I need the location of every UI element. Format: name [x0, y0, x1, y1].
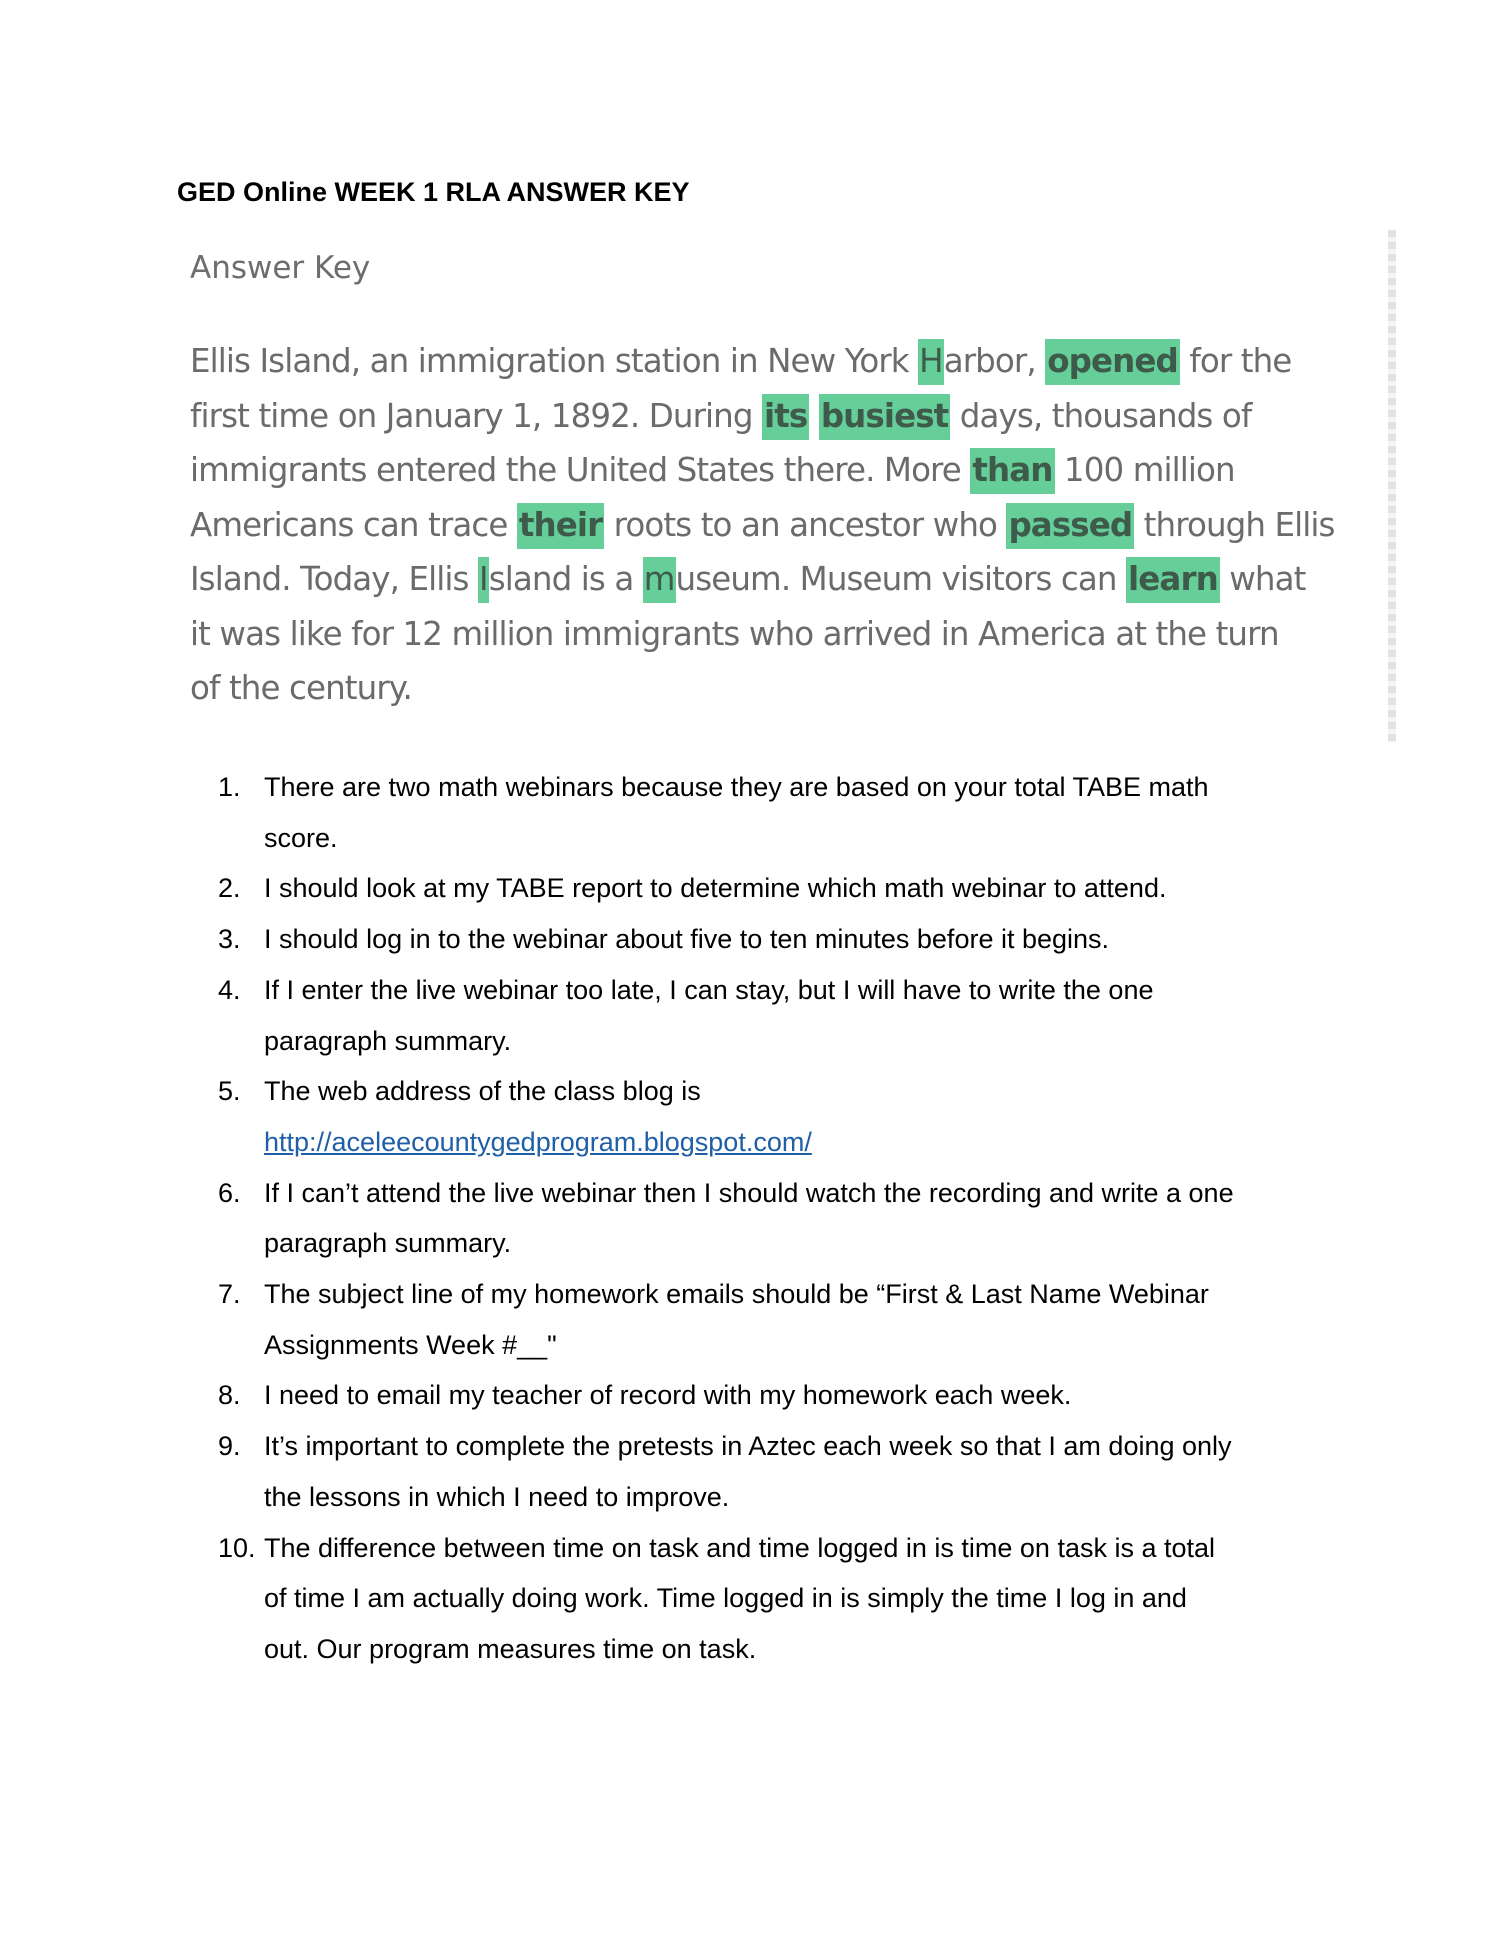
highlighted-answer-letter: I — [478, 557, 489, 603]
answer-number: 9. — [218, 1431, 241, 1462]
highlighted-answer-word: busiest — [819, 394, 951, 440]
passage-text: it was like for 12 million immigrants who arrived in America at the turn — [190, 614, 1279, 653]
passage-text: Island. Today, Ellis — [190, 560, 478, 598]
answer-text: of time I am actually doing work. Time logged in is simply the time I log in and — [264, 1583, 1187, 1614]
passage-text: for the — [1179, 342, 1292, 380]
answer-number: 10. — [218, 1532, 256, 1563]
answer-key-heading: Answer Key — [190, 250, 371, 286]
passage-line — [190, 334, 1370, 389]
highlighted-answer-word: opened — [1045, 339, 1180, 385]
answer-item — [218, 965, 1358, 1066]
answer-text: The difference between time on task and time logged in is time on task is a total — [264, 1532, 1216, 1563]
passage-text: of the century. — [190, 669, 412, 707]
answer-text: Assignments Week #__" — [264, 1329, 557, 1360]
answer-text: I should log in to the webinar about five to ten minutes before it begins. — [264, 924, 1110, 955]
class-blog-link[interactable]: http://aceleecountygedprogram.blogspot.com/ — [264, 1126, 812, 1157]
passage-line — [190, 389, 1370, 444]
passage-text: immigrants entered the United States there. More — [190, 451, 971, 489]
answer-number: 2. — [218, 873, 241, 904]
document-title: GED Online WEEK 1 RLA ANSWER KEY — [177, 177, 690, 207]
answer-text: I should look at my TABE report to determine which math webinar to attend. — [264, 873, 1167, 904]
answer-item — [218, 1269, 1358, 1370]
answer-text: paragraph summary. — [264, 1228, 512, 1259]
passage-text: days, thousands of — [950, 396, 1252, 435]
answer-text: The subject line of my homework emails should be “First & Last Name Webinar — [264, 1279, 1209, 1310]
passage-text: first time on January 1, 1892. During — [190, 396, 763, 435]
passage-text: arbor, — [943, 342, 1046, 380]
answer-key-panel — [180, 230, 1396, 742]
answer-text: I need to email my teacher of record with my homework each week. — [264, 1380, 1072, 1411]
answer-text: If I enter the live webinar too late, I can stay, but I will have to write the one — [264, 974, 1154, 1005]
answer-item — [218, 863, 1358, 914]
answer-item — [218, 914, 1358, 965]
passage-line — [190, 607, 1370, 662]
answer-text: out. Our program measures time on task. — [264, 1633, 757, 1664]
answer-text: It’s important to complete the pretests in Aztec each week so that I am doing only — [264, 1431, 1232, 1462]
highlighted-answer-word: passed — [1006, 503, 1134, 549]
passage-line — [190, 443, 1370, 498]
answer-number: 3. — [218, 924, 241, 955]
answer-link-line — [264, 1117, 1358, 1168]
answer-text: The web address of the class blog is — [264, 1076, 701, 1107]
passage-line — [190, 661, 1370, 716]
panel-edge-border — [1388, 230, 1396, 742]
answer-text: If I can’t attend the live webinar then I should watch the recording and write a one — [264, 1177, 1234, 1208]
passage-text: Americans can trace — [190, 505, 517, 544]
answer-number: 7. — [218, 1279, 241, 1310]
answer-number: 5. — [218, 1076, 241, 1107]
answer-text: paragraph summary. — [264, 1025, 512, 1056]
passage-text: sland is a — [488, 560, 643, 598]
passage-text: 100 million — [1054, 451, 1235, 489]
answer-text: score. — [264, 822, 338, 853]
passage-line — [190, 498, 1370, 553]
highlighted-answer-letter: H — [918, 339, 944, 385]
answer-list — [218, 762, 1358, 1675]
highlighted-answer-word: than — [970, 448, 1054, 494]
highlighted-answer-word: their — [517, 503, 604, 549]
answer-item — [218, 1168, 1358, 1269]
highlighted-answer-letter: m — [643, 557, 676, 603]
answer-item — [218, 1523, 1358, 1675]
passage-text: what — [1219, 560, 1306, 598]
passage-text — [809, 397, 818, 435]
passage-line — [190, 552, 1370, 607]
answer-text: the lessons in which I need to improve. — [264, 1481, 730, 1512]
answer-item — [218, 1370, 1358, 1421]
answer-item — [218, 762, 1358, 863]
highlighted-answer-word: its — [762, 394, 809, 440]
answer-number: 6. — [218, 1177, 241, 1208]
highlighted-answer-word: learn — [1126, 557, 1220, 603]
answer-item — [218, 1421, 1358, 1522]
answer-number: 4. — [218, 974, 241, 1005]
passage-text: Ellis Island, an immigration station in New York — [190, 342, 919, 380]
answer-text: There are two math webinars because they are based on your total TABE math — [264, 772, 1209, 802]
answer-number: 8. — [218, 1380, 241, 1411]
passage-text: useum. Museum visitors can — [675, 560, 1127, 598]
answer-item — [218, 1066, 1358, 1167]
passage-text: through Ellis — [1134, 505, 1335, 544]
passage-text: roots to an ancestor who — [604, 505, 1007, 544]
answer-key-passage — [190, 334, 1370, 716]
answer-number: 1. — [218, 772, 241, 802]
